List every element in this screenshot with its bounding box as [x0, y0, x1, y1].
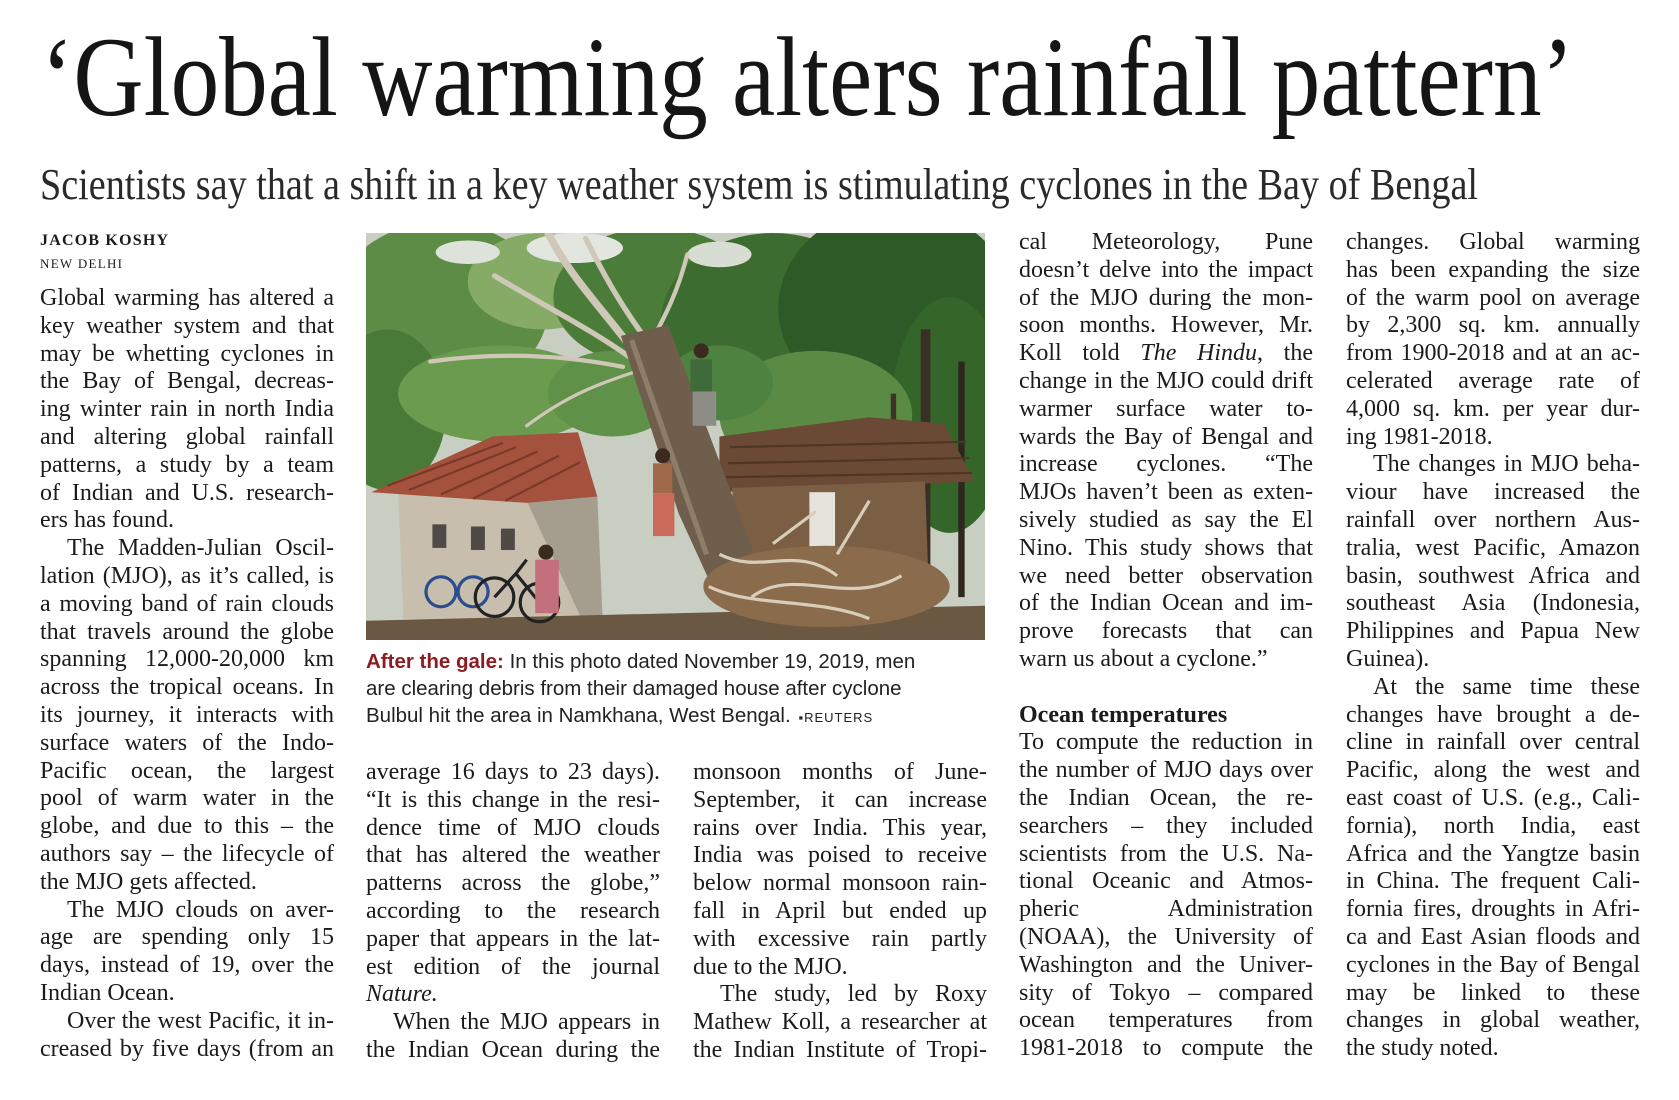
- line-text: tralia, west Pacific, Amazon: [1346, 534, 1640, 561]
- text-line: [40, 535, 334, 563]
- paragraph: [1346, 451, 1640, 673]
- line-text: September, it can increase: [693, 786, 987, 813]
- line-text: changes have brought a de-: [1346, 701, 1640, 728]
- text-line: [366, 787, 660, 815]
- line-text: Indian Ocean.: [40, 979, 175, 1006]
- line-text: “It is this change in the resi-: [366, 786, 660, 813]
- text-line: [1019, 229, 1313, 257]
- line-text: east coast of U.S. (e.g., Cali-: [1346, 784, 1640, 811]
- line-text: India was poised to receive: [693, 842, 987, 869]
- caption-line-text: [366, 650, 915, 673]
- line-text: warn us about a cyclone.”: [1019, 645, 1268, 672]
- text-line: [40, 813, 334, 841]
- text-line: [1346, 563, 1640, 591]
- text-line: [40, 758, 334, 786]
- line-text: At the same time these: [1373, 673, 1640, 700]
- paragraph: [40, 285, 334, 535]
- line-text: of the Indian Ocean and im-: [1019, 590, 1313, 617]
- line-text: days, instead of 19, over the: [40, 952, 334, 979]
- line-text: fornia fires, droughts in Afri-: [1346, 896, 1640, 923]
- text-line: [1346, 646, 1640, 674]
- line-text: Guinea).: [1346, 645, 1430, 672]
- line-text: average 16 days to 23 days).: [366, 759, 660, 785]
- text-line: [40, 563, 334, 591]
- text-line: [1346, 896, 1640, 924]
- line-text: cal Meteorology, Pune: [1019, 229, 1313, 255]
- line-text: of the MJO during the mon-: [1019, 284, 1313, 311]
- text-line: [1019, 729, 1313, 757]
- text-line: [40, 674, 334, 702]
- line-text: due to the MJO.: [693, 953, 848, 980]
- paragraph: [40, 535, 334, 896]
- line-text: key weather system and that: [40, 312, 334, 339]
- text-line: [40, 313, 334, 341]
- line-text: age are spending only 15: [40, 924, 334, 951]
- text-line: [693, 981, 987, 1009]
- text-line: [1346, 479, 1640, 507]
- text-line: [366, 926, 660, 954]
- text-run: , the: [1257, 340, 1313, 367]
- headline-text: ‘Global warming alters rainfall pattern’: [41, 15, 1574, 140]
- line-text: Global warming has altered a: [40, 285, 334, 311]
- text-line: [1346, 813, 1640, 841]
- caption-text: are clearing debris from their damaged house after cyclone: [366, 676, 902, 700]
- text-line: [1346, 785, 1640, 813]
- line-text: [366, 981, 438, 1007]
- caption-line-text: [366, 704, 873, 727]
- article-column-4: [1019, 229, 1313, 1063]
- line-text: Mathew Koll, a researcher at: [693, 1009, 987, 1036]
- paragraph: [693, 759, 987, 981]
- line-text: across the tropical oceans. In: [40, 674, 334, 701]
- line-text: patterns across the globe,”: [366, 870, 660, 897]
- byline: JACOB KOSHY: [40, 232, 170, 249]
- line-text: a moving band of rain clouds: [40, 590, 334, 617]
- text-line: [40, 452, 334, 480]
- line-text: the MJO gets affected.: [40, 868, 257, 895]
- line-text: pool of warm water in the: [40, 785, 334, 812]
- paragraph: [1346, 674, 1640, 1063]
- line-text: southeast Asia (Indonesia,: [1346, 590, 1640, 617]
- line-text: paper that appears in the lat-: [366, 925, 660, 952]
- line-text: changes. Global warming: [1346, 229, 1640, 255]
- text-line: [1346, 312, 1640, 340]
- text-line: [1019, 924, 1313, 952]
- line-text: Nino. This study shows that: [1019, 534, 1313, 561]
- text-line: [40, 646, 334, 674]
- line-text: basin, southwest Africa and: [1346, 562, 1640, 589]
- text-line: [40, 285, 334, 313]
- paragraph: [40, 897, 334, 1008]
- article-photo-frame: [366, 233, 985, 640]
- line-text: ing winter rain in north India: [40, 396, 334, 423]
- line-text: sively studied as say the El: [1019, 506, 1313, 533]
- line-text: authors say – the lifecycle of: [40, 840, 334, 867]
- line-text: of Indian and U.S. research-: [40, 479, 334, 506]
- caption-lead: After the gale:: [366, 650, 504, 673]
- line-text: dence time of MJO clouds: [366, 814, 660, 841]
- text-line: [1019, 535, 1313, 563]
- text-line: [693, 926, 987, 954]
- line-text: Pacific, along the west and: [1346, 757, 1640, 784]
- text-line: [40, 619, 334, 647]
- text-line: [1019, 618, 1313, 646]
- text-line: [1019, 813, 1313, 841]
- line-text: sity of Tokyo – compared: [1019, 979, 1313, 1006]
- line-text: When the MJO appears in: [393, 1009, 660, 1036]
- text-line: [40, 1036, 334, 1064]
- text-line: [1019, 257, 1313, 285]
- text-line: [1019, 868, 1313, 896]
- line-text: rains over India. This year,: [693, 814, 987, 841]
- italic-text: Nature.: [366, 981, 438, 1008]
- text-line: [1019, 479, 1313, 507]
- caption-line: [366, 703, 985, 730]
- text-line: [1346, 618, 1640, 646]
- line-text: Africa and the Yangtze basin: [1346, 840, 1640, 867]
- line-text: warmer surface water to-: [1019, 395, 1313, 422]
- text-line: [1019, 340, 1313, 368]
- line-text: To compute the reduction in: [1019, 729, 1313, 756]
- text-line: [1346, 674, 1640, 702]
- text-line: [40, 341, 334, 369]
- caption-line: [366, 676, 985, 703]
- line-text: and altering global rainfall: [40, 423, 334, 450]
- line-text: increase cyclones. “The: [1019, 451, 1313, 478]
- text-line: [1346, 396, 1640, 424]
- line-text: rainfall over northern Aus-: [1346, 506, 1640, 533]
- text-line: [693, 1037, 987, 1065]
- text-line: [1346, 368, 1640, 396]
- text-line: [366, 842, 660, 870]
- line-text: cline in rainfall over central: [1346, 729, 1640, 756]
- text-line: [1346, 424, 1640, 452]
- subheading-text: Scientists say that a shift in a key weather system is stimulating cyclones in the Bay of Bengal: [40, 160, 1478, 209]
- headline: [41, 15, 1679, 140]
- line-text: Philippines and Papua New: [1346, 618, 1640, 645]
- article-photo: [366, 233, 985, 640]
- line-text: 4,000 sq. km. per year dur-: [1346, 395, 1640, 422]
- line-text: by 2,300 sq. km. annually: [1346, 312, 1640, 339]
- paragraph: [1346, 229, 1640, 451]
- line-text: The Madden-Julian Oscil-: [67, 535, 334, 562]
- text-line: [1346, 841, 1640, 869]
- text-line: [1346, 229, 1640, 257]
- line-text: Washington and the Univer-: [1019, 951, 1313, 978]
- line-text: may be linked to these: [1346, 979, 1640, 1006]
- dateline: NEW DELHI: [40, 256, 124, 271]
- line-text: the number of MJO days over: [1019, 757, 1313, 784]
- photo-caption: [366, 649, 985, 729]
- text-line: [366, 759, 660, 787]
- text-line: [40, 980, 334, 1008]
- line-text: that travels around the globe: [40, 618, 334, 645]
- text-line: [693, 898, 987, 926]
- line-text: fall in April but ended up: [693, 897, 987, 924]
- text-line: [40, 480, 334, 508]
- line-text: Over the west Pacific, it in-: [67, 1007, 334, 1034]
- line-text: the Bay of Bengal, decreas-: [40, 368, 334, 395]
- text-line: [40, 396, 334, 424]
- text-run: Koll told: [1019, 340, 1141, 367]
- line-text: scientists from the U.S. Na-: [1019, 840, 1313, 867]
- line-text: MJOs haven’t been as exten-: [1019, 479, 1313, 506]
- text-line: [693, 787, 987, 815]
- line-text: has been expanding the size: [1346, 256, 1640, 283]
- line-text: the study noted.: [1346, 1035, 1499, 1062]
- caption-text: In this photo dated November 19, 2019, men: [509, 650, 916, 673]
- text-line: [1019, 285, 1313, 313]
- caption-line: [366, 649, 985, 676]
- text-line: [1019, 368, 1313, 396]
- line-text: The MJO clouds on aver-: [67, 896, 334, 923]
- text-line: [40, 952, 334, 980]
- line-text: viour have increased the: [1346, 479, 1640, 506]
- text-line: [693, 1009, 987, 1037]
- article-column-3: [693, 759, 987, 1065]
- line-text: below normal monsoon rain-: [693, 870, 987, 897]
- line-text: patterns, a study by a team: [40, 451, 334, 478]
- text-line: [1019, 312, 1313, 340]
- line-text: cyclones in the Bay of Bengal: [1346, 951, 1640, 978]
- line-text: The changes in MJO beha-: [1373, 451, 1640, 478]
- text-line: [40, 730, 334, 758]
- text-line: [1346, 590, 1640, 618]
- line-text: according to the research: [366, 897, 660, 924]
- text-line: [1346, 1007, 1640, 1035]
- line-text: surface waters of the Indo-: [40, 729, 334, 756]
- text-line: [1019, 1035, 1313, 1063]
- line-text: from 1900-2018 and at an ac-: [1346, 340, 1640, 367]
- text-line: [1346, 702, 1640, 730]
- line-text: with excessive rain partly: [693, 925, 987, 952]
- text-line: [1346, 285, 1640, 313]
- text-line: [1019, 896, 1313, 924]
- text-line: [1346, 340, 1640, 368]
- text-line: [693, 870, 987, 898]
- line-text: ocean temperatures from: [1019, 1007, 1313, 1034]
- text-line: [1346, 1035, 1640, 1063]
- text-line: [1019, 757, 1313, 785]
- photo-credit: ▪REUTERS: [798, 709, 874, 725]
- text-line: [1346, 535, 1640, 563]
- text-line: [1346, 924, 1640, 952]
- text-line: [40, 591, 334, 619]
- line-text: the Indian Institute of Tropi-: [693, 1036, 987, 1063]
- text-line: [1019, 563, 1313, 591]
- text-line: [1346, 868, 1640, 896]
- text-line: [1019, 952, 1313, 980]
- line-text: The study, led by Roxy: [720, 981, 987, 1008]
- line-text: its journey, it interacts with: [40, 701, 334, 728]
- article-column-2: [366, 759, 660, 1065]
- text-line: [40, 368, 334, 396]
- text-line: [1346, 451, 1640, 479]
- caption-text: Bulbul hit the area in Namkhana, West Bengal.: [366, 703, 791, 727]
- text-line: [40, 702, 334, 730]
- text-line: [693, 842, 987, 870]
- text-line: [366, 1037, 660, 1065]
- text-line: [366, 954, 660, 982]
- text-line: [1019, 507, 1313, 535]
- line-text: wards the Bay of Bengal and: [1019, 423, 1313, 450]
- article-column-5: [1346, 229, 1640, 1063]
- text-line: [1346, 757, 1640, 785]
- text-line: [40, 785, 334, 813]
- line-text: spanning 12,000-20,000 km: [40, 646, 334, 673]
- text-line: [693, 954, 987, 982]
- text-line: [1019, 424, 1313, 452]
- text-line: [40, 841, 334, 869]
- text-line: [40, 1008, 334, 1036]
- text-line: [1346, 729, 1640, 757]
- text-line: [693, 759, 987, 787]
- line-text: changes in global weather,: [1346, 1007, 1640, 1034]
- paragraph: [366, 759, 660, 1009]
- line-text: tional Oceanic and Atmos-: [1019, 868, 1313, 895]
- line-text: that has altered the weather: [366, 842, 660, 869]
- section-subhead: Ocean temperatures: [1019, 701, 1228, 728]
- subheading: [40, 160, 1679, 209]
- text-line: [1019, 396, 1313, 424]
- text-line: [40, 924, 334, 952]
- line-text: doesn’t delve into the impact: [1019, 256, 1313, 283]
- article-column-1: [40, 285, 334, 1063]
- line-text: est edition of the journal: [366, 953, 660, 980]
- line-text: of the warm pool on average: [1346, 284, 1640, 311]
- text-line: [1019, 980, 1313, 1008]
- text-line: [40, 507, 334, 535]
- text-line: [1019, 841, 1313, 869]
- line-text: creased by five days (from an: [40, 1035, 334, 1062]
- line-text: [1019, 340, 1313, 366]
- line-text: searchers – they included: [1019, 812, 1313, 839]
- line-text: in China. The frequent Cali-: [1346, 868, 1640, 895]
- line-text: soon months. However, Mr.: [1019, 312, 1313, 339]
- line-text: the Indian Ocean during the: [366, 1036, 660, 1063]
- text-line: [1019, 1007, 1313, 1035]
- line-text: lation (MJO), as it’s called, is: [40, 562, 334, 589]
- text-line: [1346, 980, 1640, 1008]
- text-line: [1019, 451, 1313, 479]
- text-line: [693, 815, 987, 843]
- text-line: [366, 1009, 660, 1037]
- line-text: Pacific ocean, the largest: [40, 757, 334, 784]
- text-line: [366, 981, 660, 1009]
- line-text: ers has found.: [40, 507, 174, 534]
- paragraph: [1019, 229, 1313, 674]
- line-text: celerated average rate of: [1346, 367, 1640, 394]
- line-text: prove forecasts that can: [1019, 618, 1313, 645]
- text-line: [1346, 952, 1640, 980]
- paragraph: [366, 1009, 660, 1065]
- line-text: pheric Administration: [1019, 896, 1313, 923]
- italic-text: The Hindu: [1140, 340, 1258, 367]
- paragraph: [1019, 729, 1313, 1063]
- text-line: [40, 897, 334, 925]
- line-text: monsoon months of June-: [693, 759, 987, 785]
- line-text: fornia), north India, east: [1346, 812, 1640, 839]
- line-text: (NOAA), the University of: [1019, 923, 1313, 950]
- paragraph: [40, 1008, 334, 1064]
- text-line: [366, 815, 660, 843]
- paragraph: [693, 981, 987, 1064]
- text-line: [1019, 785, 1313, 813]
- text-line: [1019, 590, 1313, 618]
- text-line: [366, 870, 660, 898]
- text-line: [366, 898, 660, 926]
- line-text: we need better observation: [1019, 562, 1313, 589]
- line-text: globe, and due to this – the: [40, 813, 334, 840]
- line-text: may be whetting cyclones in: [40, 340, 334, 367]
- text-line: [1346, 257, 1640, 285]
- line-text: ca and East Asian floods and: [1346, 923, 1640, 950]
- line-text: the Indian Ocean, the re-: [1019, 784, 1313, 811]
- text-line: [1346, 507, 1640, 535]
- line-text: ing 1981-2018.: [1346, 423, 1493, 450]
- text-line: [1019, 646, 1313, 674]
- line-text: 1981-2018 to compute the: [1019, 1035, 1313, 1062]
- line-text: change in the MJO could drift: [1019, 367, 1313, 394]
- text-line: [40, 869, 334, 897]
- text-line: [40, 424, 334, 452]
